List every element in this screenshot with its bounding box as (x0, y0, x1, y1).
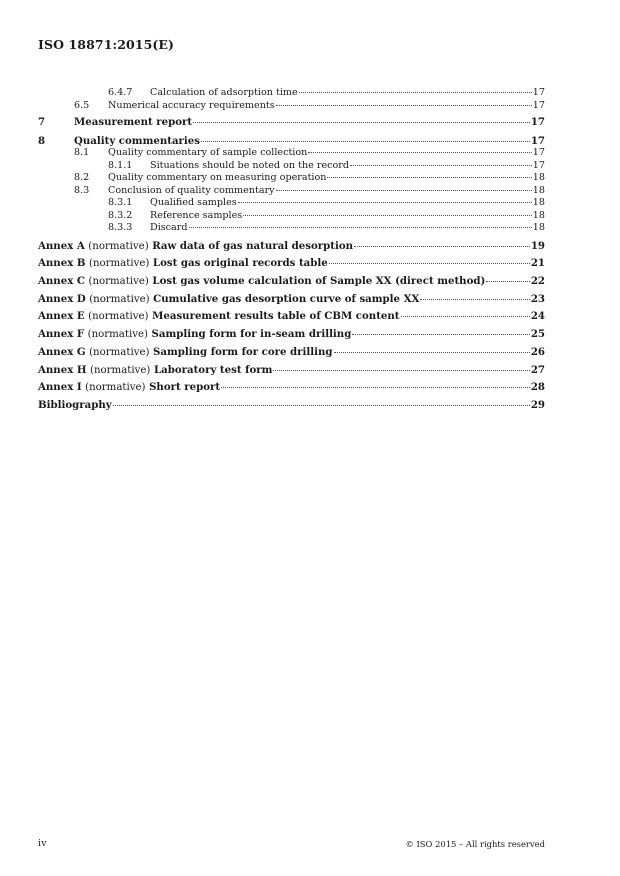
toc-title: Measurement report (74, 116, 193, 128)
toc-number: 8.1.1 (108, 159, 133, 171)
toc-page: 23 (530, 292, 545, 305)
toc-entry-annex-e[interactable] (38, 308, 545, 326)
dot-leader (329, 263, 530, 264)
annex-label: Annex D (38, 292, 86, 305)
toc-page: 18 (532, 209, 545, 221)
annex-title: Laboratory test form (153, 363, 273, 376)
toc-number: 6.4.7 (108, 87, 133, 98)
dot-leader (276, 105, 532, 106)
annex-title: Lost gas volume calculation of Sample XX (direct method) (152, 275, 486, 288)
document-id: ISO 18871:2015(E) (38, 37, 175, 52)
annex-title: Short report (149, 381, 221, 394)
dot-leader (193, 122, 530, 123)
dot-leader (276, 190, 532, 191)
toc-entry-8-1[interactable] (38, 147, 545, 160)
dot-leader (352, 334, 529, 335)
toc-title: Numerical accuracy requirements (108, 99, 275, 111)
toc-title: Bibliography (38, 398, 112, 411)
dot-leader (243, 215, 532, 216)
page-number: iv (38, 838, 47, 849)
annex-type: (normative) (88, 240, 149, 252)
dot-leader (334, 352, 530, 353)
annex-title: Sampling form for in-seam drilling (151, 328, 352, 341)
toc-number: 8.3.3 (108, 222, 133, 234)
dot-leader (189, 227, 532, 228)
annex-label: Annex I (38, 381, 82, 394)
toc-number: 8.2 (74, 172, 90, 184)
toc-title: Calculation of adsorption time (150, 87, 298, 98)
toc-entry-8-1-1[interactable] (38, 160, 545, 173)
toc-page: 22 (530, 275, 545, 288)
toc-page: 19 (530, 239, 545, 252)
annex-label: Annex H (38, 363, 87, 376)
toc-page: 18 (532, 184, 545, 196)
toc-entry-annex-g[interactable] (38, 344, 545, 362)
toc-page: 18 (532, 197, 545, 209)
toc-number: 6.5 (74, 99, 90, 111)
dot-leader (327, 177, 531, 178)
toc-page: 26 (530, 345, 545, 358)
toc-page: 17 (532, 99, 545, 111)
table-of-contents (38, 87, 545, 415)
dot-leader (273, 370, 529, 371)
dot-leader (401, 316, 530, 317)
annex-type: (normative) (88, 258, 150, 270)
toc-page: 17 (532, 87, 545, 98)
toc-page: 17 (530, 134, 545, 147)
toc-title: Quality commentary of sample collection (108, 147, 308, 159)
toc-page: 28 (530, 381, 545, 394)
toc-title: Quality commentary on measuring operation (108, 172, 327, 184)
annex-title: Measurement results table of CBM content (152, 310, 400, 323)
toc-entry-8-3-2[interactable] (38, 210, 545, 223)
dot-leader (299, 92, 532, 93)
toc-entry-6-5[interactable] (38, 100, 545, 113)
toc-entry-bibliography[interactable] (38, 397, 545, 415)
toc-page: 25 (530, 328, 545, 341)
annex-type: (normative) (90, 364, 151, 376)
dot-leader (238, 202, 532, 203)
toc-title: Conclusion of quality commentary (108, 184, 275, 196)
toc-page: 21 (530, 257, 545, 270)
toc-page: 24 (530, 310, 545, 323)
annex-label: Annex F (38, 328, 85, 341)
annex-label: Annex B (38, 257, 86, 270)
toc-page: 29 (530, 398, 545, 411)
annex-type: (normative) (88, 311, 149, 323)
toc-entry-annex-b[interactable] (38, 255, 545, 273)
toc-title: Reference samples (150, 209, 243, 221)
dot-leader (221, 387, 530, 388)
toc-page: 27 (530, 363, 545, 376)
annex-title: Cumulative gas desorption curve of sample XX (153, 292, 420, 305)
dot-leader (201, 141, 530, 142)
annex-type: (normative) (89, 346, 150, 358)
toc-title: Discard (150, 222, 188, 234)
toc-page: 17 (532, 159, 545, 171)
dot-leader (354, 246, 530, 247)
toc-number: 8 (38, 134, 46, 147)
dot-leader (308, 152, 531, 153)
toc-entry-annex-a[interactable] (38, 238, 545, 256)
toc-page: 17 (532, 147, 545, 159)
annex-label: Annex A (38, 239, 85, 252)
toc-entry-annex-d[interactable] (38, 291, 545, 309)
toc-title: Quality commentaries (74, 134, 201, 147)
annex-label: Annex G (38, 345, 86, 358)
toc-entry-annex-h[interactable] (38, 362, 545, 380)
copyright-notice: © ISO 2015 – All rights reserved (405, 839, 545, 849)
toc-entry-8-3-1[interactable] (38, 197, 545, 210)
toc-entry-annex-c[interactable] (38, 273, 545, 291)
toc-entry-annex-i[interactable] (38, 379, 545, 397)
toc-entry-8-2[interactable] (38, 172, 545, 185)
dot-leader (420, 299, 529, 300)
toc-number: 8.3.2 (108, 209, 133, 221)
toc-title: Situations should be noted on the record (150, 159, 350, 171)
annex-type: (normative) (89, 293, 150, 305)
annex-label: Annex E (38, 310, 85, 323)
annex-type: (normative) (85, 382, 146, 394)
toc-number: 8.3.1 (108, 197, 133, 209)
toc-entry-8[interactable] (38, 135, 545, 148)
toc-page: 18 (532, 222, 545, 234)
toc-entry-6-4-7[interactable] (38, 87, 545, 100)
toc-entry-7[interactable] (38, 114, 545, 132)
toc-number: 8.1 (74, 147, 90, 159)
toc-number: 7 (38, 116, 46, 128)
annex-title: Raw data of gas natural desorption (152, 239, 354, 252)
toc-title: Qualified samples (150, 197, 237, 209)
toc-entry-8-3-3[interactable] (38, 222, 545, 235)
annex-type: (normative) (87, 329, 148, 341)
annex-type: (normative) (88, 276, 149, 288)
toc-entry-8-3[interactable] (38, 185, 545, 198)
toc-page: 17 (530, 116, 545, 128)
annex-label: Annex C (38, 275, 85, 288)
toc-page: 18 (532, 172, 545, 184)
toc-number: 8.3 (74, 184, 90, 196)
dot-leader (350, 165, 532, 166)
annex-title: Lost gas original records table (152, 257, 328, 270)
dot-leader (486, 281, 529, 282)
dot-leader (113, 405, 530, 406)
annex-title: Sampling form for core drilling (153, 345, 333, 358)
toc-entry-annex-f[interactable] (38, 326, 545, 344)
